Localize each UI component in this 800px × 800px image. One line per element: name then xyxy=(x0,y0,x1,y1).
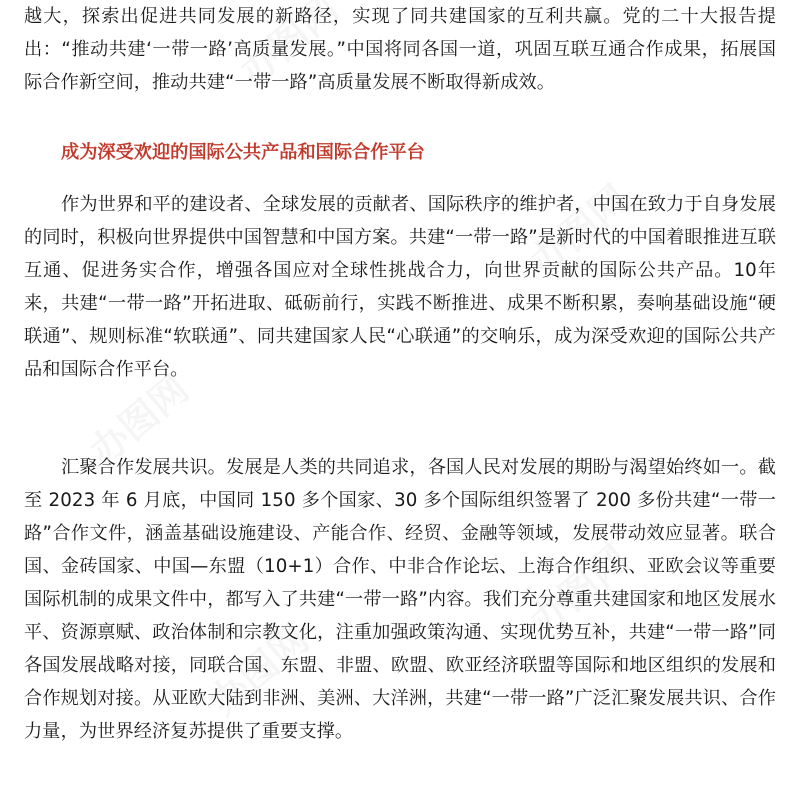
body-paragraph-2: 作为世界和平的建设者、全球发展的贡献者、国际秩序的维护者，中国在致力于自身发展的同时，积极向世界提供中国智慧和中国方案。共建“一带一路”是新时代的中国着眼推进互联互通、促进务实合作，增强各国应对全球性挑战合力，向世界贡献的国际公共产品。10年来，共建“一带一路”开拓进取、砥砺前行，实践不断推进、成果不断积累，奏响基础设施“硬联通”、规则标准“软联通”、同共建国家人民“心联通”的交响乐，成为深受欢迎的国际公共产品和国际合作平台。 xyxy=(24,194,776,380)
body-paragraph-3: 汇聚合作发展共识。发展是人类的共同追求，各国人民对发展的期盼与渴望始终如一。截至 2023 年 6 月底，中国同 150 多个国家、30 多个国际组织签署了 200 多份共建“一带一路”合作文件，涵盖基础设施建设、产能合作、经贸、金融等领域，发展带动效应显著。联合国、金砖国家、中国—东盟（10+1）合作、中非合作论坛、上海合作组织、亚欧会议等重要国际机制的成果文件中，都写入了共建“一带一路”内容。我们充分尊重共建国家和地区发展水平、资源禀赋、政治体制和宗教文化，注重加强政策沟通、实现优势互补，共建“一带一路”同各国发展战略对接，同联合国、东盟、非盟、欧盟、欧亚经济联盟等国际和地区组织的发展和合作规划对接。从亚欧大陆到非洲、美洲、大洋洲，共建“一带一路”广泛汇聚发展共识、合作力量，为世界经济复苏提供了重要支撑。 xyxy=(24,457,776,742)
body-paragraph-1: 越大，探索出促进共同发展的新路径，实现了同共建国家的互利共赢。党的二十大报告提出：“推动共建‘一带一路’高质量发展。”中国将同各国一道，巩固互联互通合作成果，拓展国际合作新空间，推动共建“一带一路”高质量发展不断取得新成效。 xyxy=(24,6,776,93)
section-heading: 成为深受欢迎的国际公共产品和国际合作平台 xyxy=(61,142,425,163)
